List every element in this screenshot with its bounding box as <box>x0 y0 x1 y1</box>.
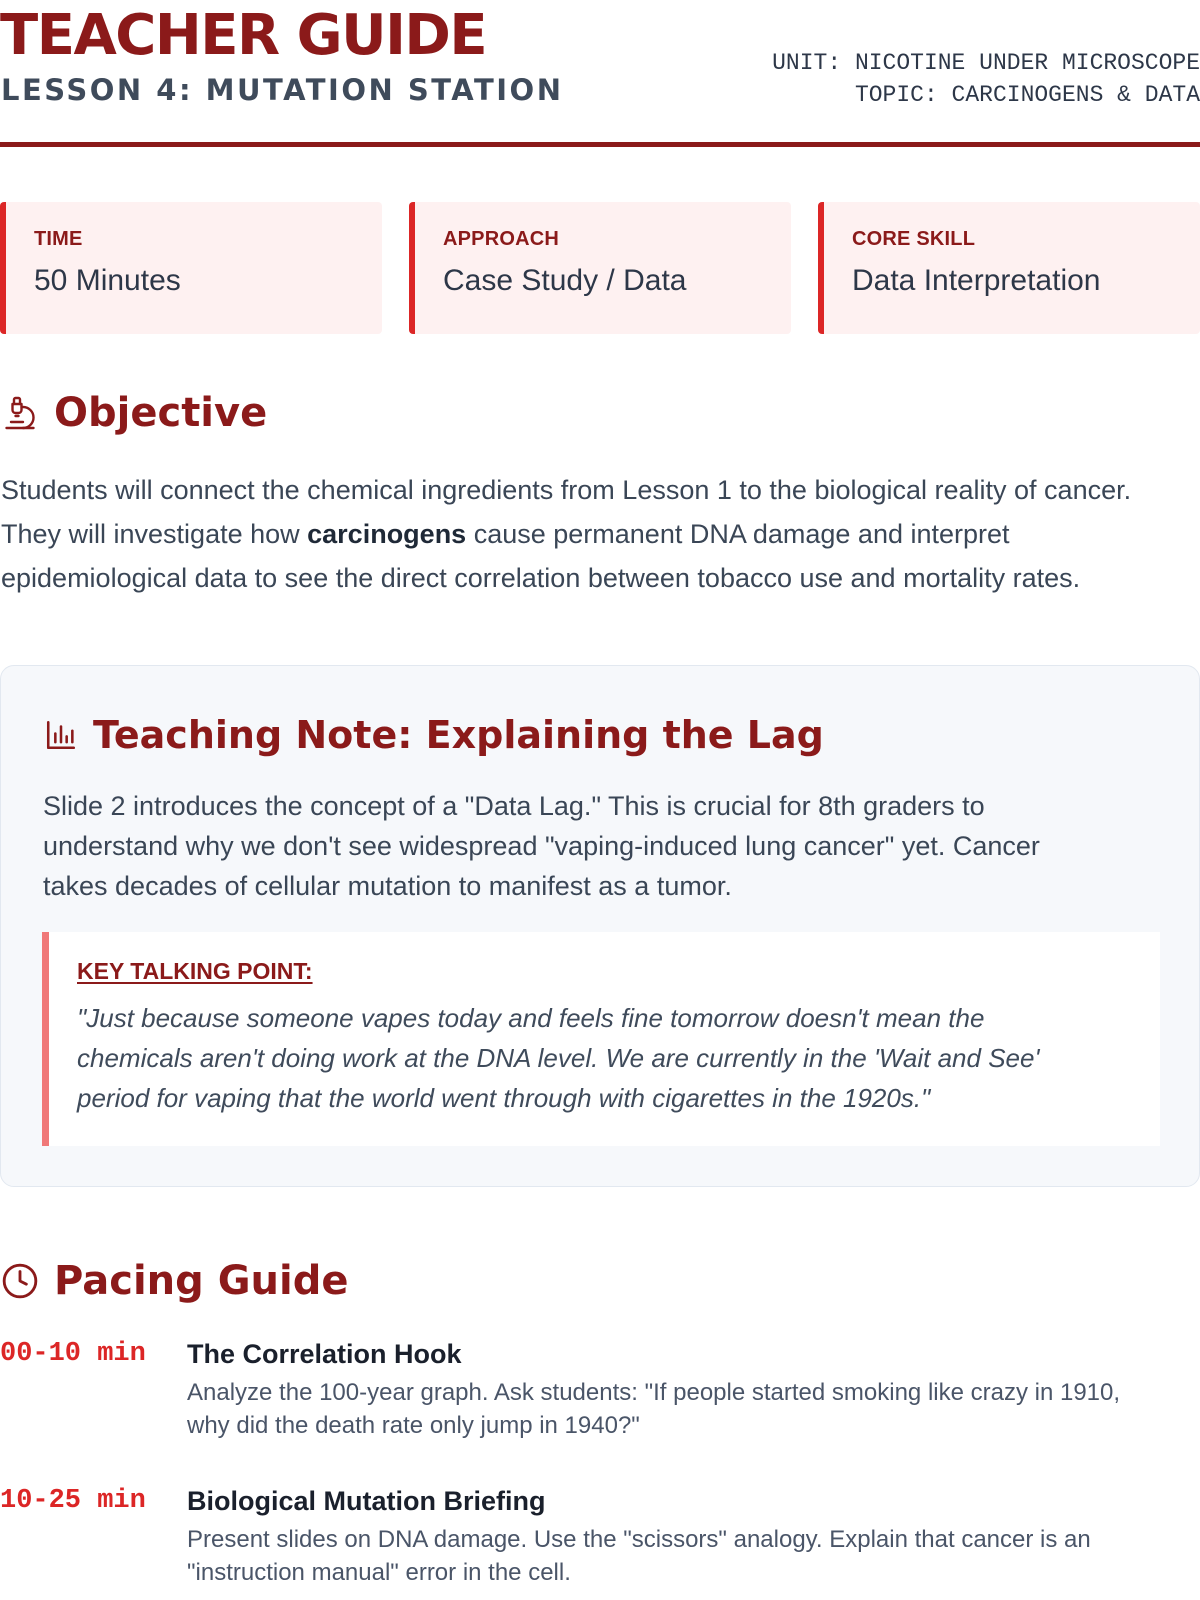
section-title: Teaching Note: Explaining the Lag <box>93 713 824 757</box>
unit-label: UNIT: NICOTINE UNDER MICROSCOPE <box>772 50 1200 76</box>
pacing-title: The Correlation Hook <box>187 1339 462 1369</box>
objective-line: Students will connect the chemical ingredients from Lesson 1 to the biological reality of cancer. <box>1 475 1132 505</box>
microscope-icon <box>0 393 40 433</box>
section-title: Pacing Guide <box>54 1258 349 1304</box>
info-card-core-skill <box>818 202 1200 334</box>
document-header <box>0 0 1200 147</box>
quote-line: chemicals aren't doing work at the DNA level. We are currently in the 'Wait and See' <box>77 1043 1040 1073</box>
pacing-title: Biological Mutation Briefing <box>187 1486 546 1516</box>
quote-line: period for vaping that the world went through with cigarettes in the 1920s." <box>77 1083 931 1113</box>
description-line: Present slides on DNA damage. Use the "scissors" analogy. Explain that cancer is an <box>187 1526 1091 1553</box>
card-value: 50 Minutes <box>34 264 181 297</box>
card-value: Data Interpretation <box>852 264 1101 297</box>
info-card-time <box>0 202 382 334</box>
teaching-note-body <box>43 786 1163 906</box>
description-line: "instruction manual" error in the cell. <box>187 1559 571 1586</box>
note-line: Slide 2 introduces the concept of a "Data Lag." This is crucial for 8th graders to <box>43 791 985 821</box>
teaching-note-heading <box>43 712 824 758</box>
pacing-description <box>187 1376 1187 1442</box>
talking-point-quote <box>77 998 1157 1118</box>
card-label: APPROACH <box>443 228 560 250</box>
clock-icon <box>0 1261 40 1301</box>
card-label: CORE SKILL <box>852 228 976 250</box>
key-talking-point <box>42 932 1160 1146</box>
objective-heading <box>0 389 267 437</box>
description-line: why did the death rate only jump in 1940?" <box>187 1412 640 1439</box>
pacing-heading <box>0 1257 348 1305</box>
bar-chart-icon <box>43 717 79 753</box>
note-line: understand why we don't see widespread "vaping-induced lung cancer" yet. Cancer <box>43 831 1040 861</box>
objective-line <box>1 512 1200 556</box>
document-title: TEACHER GUIDE <box>0 3 487 68</box>
topic-label: TOPIC: CARCINOGENS & DATA <box>854 82 1200 108</box>
section-title: Objective <box>54 390 268 436</box>
unit-topic-meta <box>772 47 1200 111</box>
teaching-note-box <box>0 665 1200 1187</box>
pacing-time: 00-10 min <box>0 1339 146 1369</box>
card-value: Case Study / Data <box>443 264 687 297</box>
card-label: TIME <box>34 228 83 250</box>
info-card-approach <box>409 202 791 334</box>
objective-text: They will investigate how <box>1 519 308 549</box>
objective-line: epidemiological data to see the direct correlation between tobacco use and mortality rates. <box>1 563 1081 593</box>
objective-text: cause permanent DNA damage and interpret <box>466 519 1010 549</box>
quote-line: "Just because someone vapes today and feels fine tomorrow doesn't mean the <box>77 1003 985 1033</box>
objective-paragraph <box>1 468 1200 600</box>
pacing-time: 10-25 min <box>0 1486 146 1516</box>
lesson-title: LESSON 4: MUTATION STATION <box>1 73 564 107</box>
description-line: Analyze the 100-year graph. Ask students: "If people started smoking like crazy in 1910, <box>187 1379 1121 1406</box>
pacing-description <box>187 1523 1187 1589</box>
note-line: takes decades of cellular mutation to manifest as a tumor. <box>43 871 732 901</box>
talking-point-label: KEY TALKING POINT: <box>77 958 313 984</box>
keyword-carcinogens: carcinogens <box>307 519 467 549</box>
